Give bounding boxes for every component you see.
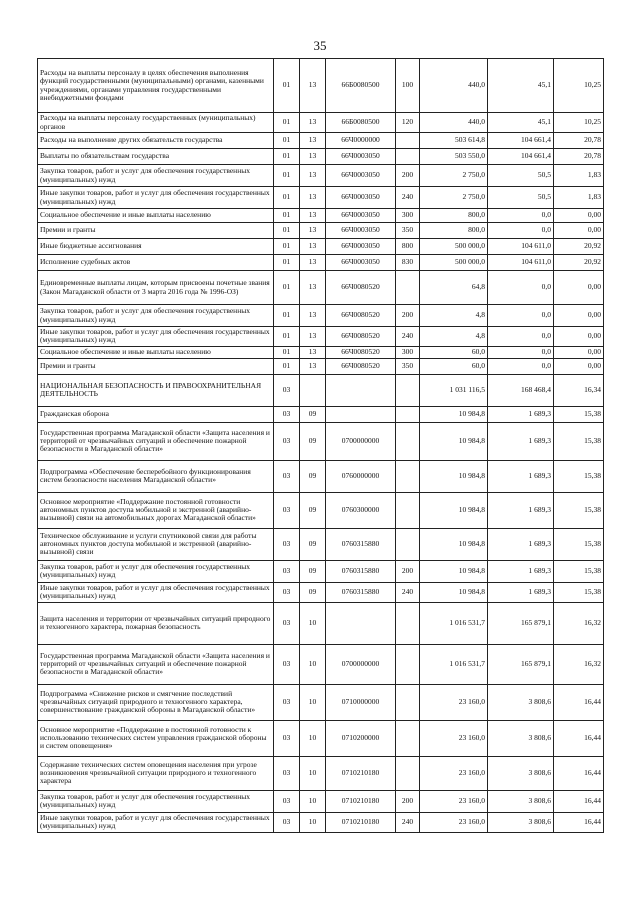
row-name: Содержание технических систем оповещения населения при угрозе возникновения чрезвычайной ситуации природного и техногенного характера [38,756,274,790]
row-plan: 2 750,0 [420,187,488,209]
row-pct: 1,83 [554,187,604,209]
row-plan: 23 160,0 [420,720,488,756]
row-rz: 01 [274,358,300,374]
row-fact: 0,0 [488,271,554,305]
row-pct: 0,00 [554,358,604,374]
row-csr: 0760315880 [326,528,396,560]
table-row [38,358,604,374]
row-csr: 66Ч0080520 [326,346,396,358]
row-plan: 23 160,0 [420,756,488,790]
row-vr: 200 [396,165,420,187]
row-name: Исполнение судебных актов [38,255,274,271]
row-vr [396,644,420,684]
table-row [38,209,604,223]
row-name: Государственная программа Магаданской области «Защита населения и территорий от чрезвычайных ситуаций и обеспечение пожарной безопасности в Магаданской области» [38,644,274,684]
row-rz: 03 [274,582,300,602]
row-pct: 16,44 [554,684,604,720]
row-pct: 0,00 [554,223,604,239]
row-pr: 09 [300,528,326,560]
row-name: Социальное обеспечение и иные выплаты населению [38,209,274,223]
row-plan: 500 000,0 [420,239,488,255]
row-plan: 10 984,8 [420,460,488,492]
row-rz: 03 [274,374,300,406]
row-fact: 1 689,3 [488,528,554,560]
row-plan: 2 750,0 [420,165,488,187]
table-row [38,790,604,812]
row-name: Премии и гранты [38,358,274,374]
row-fact: 104 661,4 [488,149,554,165]
row-pct: 15,38 [554,582,604,602]
row-pct: 20,92 [554,239,604,255]
row-pr: 13 [300,255,326,271]
row-plan: 60,0 [420,346,488,358]
row-pr: 10 [300,602,326,644]
row-fact: 50,5 [488,165,554,187]
row-name: Гражданская оборона [38,406,274,422]
row-name: Премии и гранты [38,223,274,239]
row-csr: 0760000000 [326,460,396,492]
row-vr [396,528,420,560]
row-pr: 13 [300,113,326,133]
row-pct: 1,83 [554,165,604,187]
row-rz: 03 [274,812,300,832]
row-csr: 66Ч0003050 [326,209,396,223]
row-vr [396,756,420,790]
row-plan: 1 016 531,7 [420,602,488,644]
row-rz: 01 [274,59,300,113]
row-pct: 10,25 [554,59,604,113]
row-pct: 15,38 [554,528,604,560]
row-rz: 01 [274,327,300,347]
row-fact: 50,5 [488,187,554,209]
row-rz: 03 [274,422,300,460]
row-rz: 03 [274,720,300,756]
table-row [38,422,604,460]
row-pr: 13 [300,59,326,113]
row-fact: 1 689,3 [488,422,554,460]
table-row [38,239,604,255]
row-csr: 0710210180 [326,812,396,832]
budget-table-body [38,59,604,833]
row-fact: 104 661,4 [488,133,554,149]
row-name: Техническое обслуживание и услуги спутниковой связи для работы автономных пунктов доступа мобильной и экстренной (аварийно-вызывной) связи [38,528,274,560]
table-row [38,560,604,582]
row-pr: 13 [300,271,326,305]
row-name: Иные закупки товаров, работ и услуг для обеспечения государственных (муниципальных) нужд [38,812,274,832]
table-row [38,255,604,271]
row-vr: 120 [396,113,420,133]
row-rz: 03 [274,756,300,790]
row-csr: 0700000000 [326,644,396,684]
row-fact: 0,0 [488,209,554,223]
table-row [38,271,604,305]
row-vr: 240 [396,582,420,602]
row-fact: 45,1 [488,59,554,113]
row-pr: 09 [300,560,326,582]
row-plan: 10 984,8 [420,582,488,602]
row-name: Выплаты по обязательствам государства [38,149,274,165]
row-rz: 03 [274,492,300,528]
row-pct: 0,00 [554,327,604,347]
row-csr: 66Б0080500 [326,59,396,113]
row-csr: 0760300000 [326,492,396,528]
row-vr: 350 [396,358,420,374]
table-row [38,644,604,684]
table-row [38,406,604,422]
row-fact: 0,0 [488,223,554,239]
row-pct: 0,00 [554,209,604,223]
row-csr: 0710000000 [326,684,396,720]
row-pr: 13 [300,223,326,239]
table-row [38,113,604,133]
row-csr: 66Ч0000000 [326,133,396,149]
row-rz: 01 [274,149,300,165]
row-csr: 0710210180 [326,790,396,812]
row-rz: 03 [274,406,300,422]
row-fact: 1 689,3 [488,560,554,582]
row-pr: 10 [300,812,326,832]
row-pct: 15,38 [554,406,604,422]
row-pct: 16,44 [554,790,604,812]
row-csr [326,602,396,644]
row-pct: 16,32 [554,644,604,684]
row-name: НАЦИОНАЛЬНАЯ БЕЗОПАСНОСТЬ И ПРАВООХРАНИТЕЛЬНАЯ ДЕЯТЕЛЬНОСТЬ [38,374,274,406]
row-pr: 09 [300,406,326,422]
row-name: Иные закупки товаров, работ и услуг для обеспечения государственных (муниципальных) нужд [38,582,274,602]
row-csr [326,406,396,422]
row-rz: 03 [274,528,300,560]
table-row [38,684,604,720]
table-row [38,582,604,602]
row-plan: 23 160,0 [420,812,488,832]
row-fact: 0,0 [488,358,554,374]
row-csr: 66Ч0080520 [326,305,396,327]
row-name: Расходы на выполнение других обязательств государства [38,133,274,149]
row-pct: 16,44 [554,812,604,832]
row-plan: 23 160,0 [420,684,488,720]
row-pr: 09 [300,422,326,460]
row-pr: 13 [300,209,326,223]
row-name: Социальное обеспечение и иные выплаты населению [38,346,274,358]
row-csr: 66Ч0080520 [326,327,396,347]
row-fact: 0,0 [488,327,554,347]
row-pr: 10 [300,644,326,684]
row-vr: 800 [396,239,420,255]
row-csr: 66Ч0080520 [326,271,396,305]
row-fact: 104 611,0 [488,255,554,271]
row-rz: 01 [274,133,300,149]
row-pr: 10 [300,756,326,790]
row-pct: 20,78 [554,133,604,149]
row-fact: 3 808,6 [488,790,554,812]
table-row [38,460,604,492]
row-pct: 0,00 [554,305,604,327]
row-vr [396,149,420,165]
row-pct: 16,34 [554,374,604,406]
row-name: Защита населения и территории от чрезвычайных ситуаций природного и техногенного характера, пожарная безопасность [38,602,274,644]
table-row [38,305,604,327]
row-rz: 03 [274,790,300,812]
table-row [38,133,604,149]
row-pr: 10 [300,684,326,720]
row-pr: 09 [300,460,326,492]
row-rz: 01 [274,113,300,133]
row-fact: 3 808,6 [488,812,554,832]
row-name: Расходы на выплаты персоналу государственных (муниципальных) органов [38,113,274,133]
row-plan: 10 984,8 [420,492,488,528]
row-fact: 0,0 [488,305,554,327]
row-pr: 13 [300,149,326,165]
row-plan: 60,0 [420,358,488,374]
row-vr: 200 [396,790,420,812]
row-csr: 66Ч0003050 [326,149,396,165]
row-name: Государственная программа Магаданской области «Защита населения и территорий от чрезвычайных ситуаций и обеспечение пожарной безопасности в Магаданской области» [38,422,274,460]
row-plan: 503 614,8 [420,133,488,149]
row-rz: 01 [274,223,300,239]
row-vr [396,492,420,528]
row-name: Основное мероприятие «Поддержание в постоянной готовности к использованию технических систем управления гражданской обороны и систем оповещения» [38,720,274,756]
row-pr: 13 [300,346,326,358]
table-row [38,602,604,644]
row-fact: 0,0 [488,346,554,358]
row-csr: 66Ч0003050 [326,255,396,271]
table-row [38,346,604,358]
row-pct: 20,92 [554,255,604,271]
row-vr: 240 [396,812,420,832]
row-pr: 13 [300,358,326,374]
row-pr: 13 [300,305,326,327]
row-plan: 4,8 [420,305,488,327]
table-row [38,756,604,790]
row-plan: 440,0 [420,113,488,133]
row-pr: 09 [300,492,326,528]
table-row [38,149,604,165]
row-vr: 200 [396,305,420,327]
row-name: Иные закупки товаров, работ и услуг для обеспечения государственных (муниципальных) нужд [38,187,274,209]
row-pct: 16,44 [554,720,604,756]
row-plan: 10 984,8 [420,528,488,560]
row-pct: 16,44 [554,756,604,790]
row-name: Единовременные выплаты лицам, которым присвоены почетные звания (Закон Магаданской области от 3 марта 2016 года № 1996-ОЗ) [38,271,274,305]
row-fact: 45,1 [488,113,554,133]
table-row [38,720,604,756]
row-fact: 1 689,3 [488,406,554,422]
row-vr [396,271,420,305]
row-plan: 800,0 [420,209,488,223]
row-vr: 200 [396,560,420,582]
row-vr [396,602,420,644]
row-name: Иные закупки товаров, работ и услуг для обеспечения государственных (муниципальных) нужд [38,327,274,347]
row-rz: 01 [274,239,300,255]
row-name: Расходы на выплаты персоналу в целях обеспечения выполнения функций государственными (муниципальными) органами, казенными учреждениями, органами управления государственными внебюджетными фондами [38,59,274,113]
row-rz: 03 [274,460,300,492]
row-rz: 01 [274,187,300,209]
row-csr: 66Ч0080520 [326,358,396,374]
row-rz: 01 [274,165,300,187]
table-row [38,187,604,209]
row-rz: 01 [274,271,300,305]
row-rz: 01 [274,305,300,327]
row-fact: 3 808,6 [488,684,554,720]
row-csr: 0700000000 [326,422,396,460]
row-fact: 1 689,3 [488,492,554,528]
row-pr: 13 [300,187,326,209]
table-row [38,812,604,832]
row-vr [396,406,420,422]
row-name: Иные бюджетные ассигнования [38,239,274,255]
row-fact: 1 689,3 [488,582,554,602]
row-csr: 0760315880 [326,560,396,582]
row-name: Закупка товаров, работ и услуг для обеспечения государственных (муниципальных) нужд [38,560,274,582]
row-name: Основное мероприятие «Поддержание постоянной готовности автономных пунктов доступа мобильной и экстренной (аварийно-вызывной) связи на автомобильных дорогах Магаданской области» [38,492,274,528]
row-plan: 1 031 116,5 [420,374,488,406]
row-rz: 01 [274,346,300,358]
row-csr: 0710200000 [326,720,396,756]
row-vr: 300 [396,346,420,358]
row-plan: 10 984,8 [420,422,488,460]
row-rz: 03 [274,644,300,684]
row-fact: 168 468,4 [488,374,554,406]
row-vr [396,422,420,460]
row-rz: 01 [274,255,300,271]
row-pr [300,374,326,406]
row-fact: 165 879,1 [488,602,554,644]
row-plan: 800,0 [420,223,488,239]
row-fact: 3 808,6 [488,720,554,756]
row-fact: 165 879,1 [488,644,554,684]
row-pct: 15,38 [554,422,604,460]
row-name: Закупка товаров, работ и услуг для обеспечения государственных (муниципальных) нужд [38,165,274,187]
row-pr: 10 [300,790,326,812]
row-pr: 13 [300,165,326,187]
row-pct: 15,38 [554,460,604,492]
row-plan: 500 000,0 [420,255,488,271]
row-vr [396,374,420,406]
row-pr: 09 [300,582,326,602]
row-fact: 104 611,0 [488,239,554,255]
row-plan: 64,8 [420,271,488,305]
table-row [38,327,604,347]
row-pr: 13 [300,239,326,255]
row-fact: 1 689,3 [488,460,554,492]
row-plan: 10 984,8 [420,560,488,582]
row-name: Закупка товаров, работ и услуг для обеспечения государственных (муниципальных) нужд [38,790,274,812]
table-row [38,374,604,406]
row-plan: 4,8 [420,327,488,347]
row-vr [396,684,420,720]
row-vr [396,720,420,756]
row-plan: 23 160,0 [420,790,488,812]
row-pr: 13 [300,327,326,347]
row-plan: 503 550,0 [420,149,488,165]
row-csr: 66Ч0003050 [326,187,396,209]
row-plan: 440,0 [420,59,488,113]
row-pct: 15,38 [554,492,604,528]
row-vr: 300 [396,209,420,223]
row-pct: 0,00 [554,346,604,358]
row-vr: 240 [396,187,420,209]
table-row [38,223,604,239]
table-row [38,165,604,187]
row-pct: 10,25 [554,113,604,133]
row-rz: 03 [274,602,300,644]
row-csr: 66Б0080500 [326,113,396,133]
row-csr: 66Ч0003050 [326,165,396,187]
row-csr: 66Ч0003050 [326,223,396,239]
row-plan: 1 016 531,7 [420,644,488,684]
row-csr: 66Ч0003050 [326,239,396,255]
row-plan: 10 984,8 [420,406,488,422]
row-name: Подпрограмма «Обеспечение бесперебойного функционирования систем безопасности населения Магаданской области» [38,460,274,492]
row-vr [396,460,420,492]
row-csr: 0760315880 [326,582,396,602]
row-fact: 3 808,6 [488,756,554,790]
row-rz: 03 [274,684,300,720]
page-number: 35 [313,38,327,53]
table-row [38,59,604,113]
row-vr: 100 [396,59,420,113]
row-vr [396,133,420,149]
row-vr: 830 [396,255,420,271]
budget-table [37,58,604,833]
row-rz: 01 [274,209,300,223]
table-row [38,528,604,560]
row-name: Подпрограмма «Снижение рисков и смягчение последствий чрезвычайных ситуаций природного и техногенного характера, совершенствование гражданской обороны в Магаданской области» [38,684,274,720]
row-csr: 0710210180 [326,756,396,790]
row-vr: 350 [396,223,420,239]
row-name: Закупка товаров, работ и услуг для обеспечения государственных (муниципальных) нужд [38,305,274,327]
row-pct: 20,78 [554,149,604,165]
row-pr: 13 [300,133,326,149]
row-pct: 15,38 [554,560,604,582]
row-pct: 16,32 [554,602,604,644]
row-pct: 0,00 [554,271,604,305]
row-pr: 10 [300,720,326,756]
row-csr [326,374,396,406]
row-rz: 03 [274,560,300,582]
table-row [38,492,604,528]
row-vr: 240 [396,327,420,347]
